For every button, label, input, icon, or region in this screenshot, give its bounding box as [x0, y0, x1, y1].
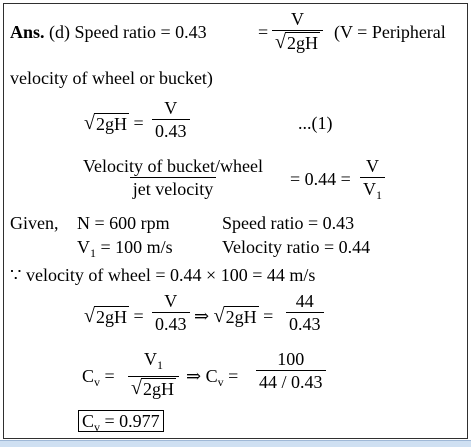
equation-number: ...(1): [298, 113, 333, 133]
radical-icon: √: [131, 377, 142, 399]
speed-ratio-text: Speed ratio = 0.43: [74, 22, 207, 42]
eq3-fraction-2: $\frac{44}{0.43}$: [286, 290, 324, 335]
eq4-implies: ⇒ $C_v$ =: [186, 366, 239, 389]
velocity-note: velocity of wheel or bucket): [10, 68, 213, 88]
given-rpm: N = 600 rpm: [77, 213, 170, 233]
eq2-fraction-v-over-v1: $\frac{V}{V_1}$: [360, 155, 385, 206]
answer-line: [10, 21, 207, 43]
eq3-lhs: √ 2gH =: [84, 305, 144, 327]
fraction-denominator: [272, 30, 323, 53]
eq3-fraction-1: $\frac{V}{0.43}$: [152, 290, 190, 335]
option-label: (d): [49, 22, 71, 42]
eq4-fraction-1: $V_1$ √ 2gH: [128, 348, 179, 399]
radical-icon: √: [84, 112, 95, 134]
given-v1: $V_1 = 100$ m/s: [77, 237, 173, 260]
since-line: ∵ velocity of wheel = 0.44 × 100 = 44 m/s: [10, 265, 316, 285]
eq2-equals: = 0.44 =: [290, 169, 351, 189]
radical-icon: √: [84, 305, 95, 327]
radical-icon: √: [213, 305, 225, 327]
eq4-fraction-2: $\frac{100}{44 / 0.43}$: [256, 348, 326, 393]
eq3-implies: ⇒ √ 2gH =: [194, 305, 274, 327]
implies-arrow-icon: ⇒: [194, 306, 210, 326]
eq4-cv: $C_v$ =: [82, 366, 115, 389]
given-speed-ratio: Speed ratio = 0.43: [222, 213, 355, 233]
eq2-fraction: Velocity of bucket/wheel jet velocity: [83, 156, 263, 199]
eq1-lhs: √ 2gH =: [84, 112, 144, 134]
given-velocity-ratio: Velocity ratio = 0.44: [222, 237, 371, 257]
answer-label: Ans.: [10, 22, 45, 42]
boxed-answer: $C_v = 0.977$: [78, 410, 164, 432]
radical-icon: √: [275, 31, 286, 53]
peripheral-note: (V = Peripheral: [334, 22, 446, 42]
final-answer: [78, 410, 164, 438]
fraction-v-over-root-2gh: [272, 8, 323, 53]
sqrt-2gh: √ 2gH: [275, 31, 318, 53]
equals-sign: =: [258, 22, 269, 42]
given-label: Given,: [10, 213, 59, 233]
fraction-numerator: V: [290, 9, 304, 29]
eq1-fraction: $\frac{V}{0.43}$: [152, 97, 190, 142]
because-icon: ∵: [10, 265, 22, 285]
implies-arrow-icon: ⇒: [186, 366, 202, 386]
